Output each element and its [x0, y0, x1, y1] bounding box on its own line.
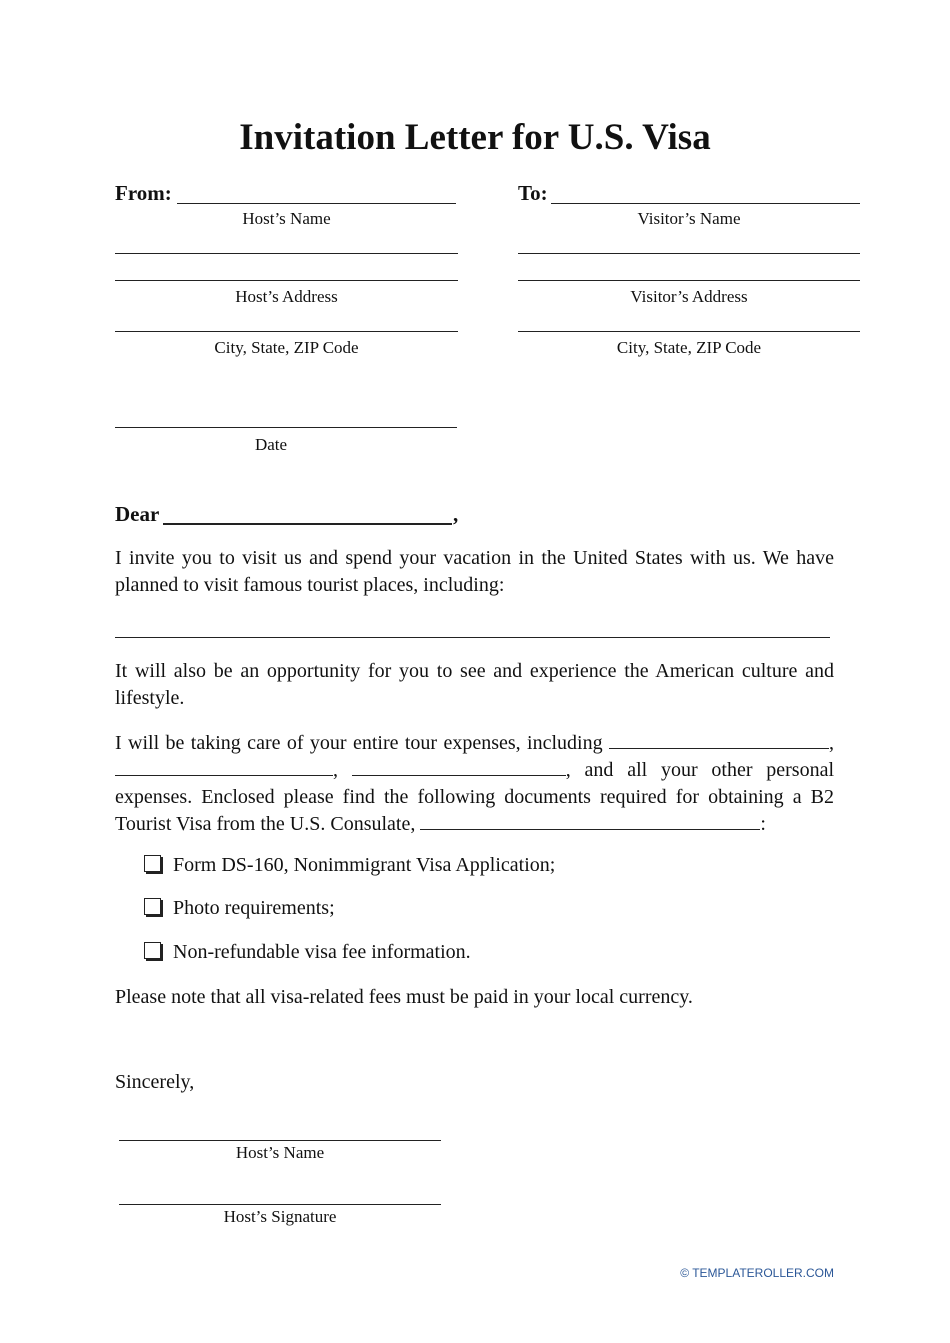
- checklist-item: [144, 854, 555, 877]
- checklist-item-label: Photo requirements;: [173, 897, 335, 919]
- signature-field[interactable]: [119, 1204, 441, 1205]
- host-city-field[interactable]: [115, 331, 458, 332]
- host-name-caption: Host’s Name: [242, 209, 331, 228]
- page-title: Invitation Letter for U.S. Visa: [239, 117, 711, 158]
- checklist-item: [144, 897, 335, 920]
- paragraph-invitation: I invite you to visit us and spend your vacation in the United States with us. We have planned to visit famous tourist places, including:: [115, 547, 834, 596]
- signature-name-caption: Host’s Name: [235, 1143, 325, 1162]
- host-city-caption: City, State, ZIP Code: [214, 338, 359, 357]
- salutation-comma: ,: [453, 502, 459, 526]
- salutation-label: Dear: [115, 502, 160, 526]
- from-label: From:: [115, 181, 172, 205]
- host-address-line-2[interactable]: [115, 280, 458, 281]
- checkbox-icon[interactable]: [144, 898, 161, 915]
- consulate-field[interactable]: [420, 811, 760, 830]
- tourist-places-field[interactable]: [115, 637, 830, 638]
- signature-caption: Host’s Signature: [223, 1207, 337, 1226]
- checklist-item: [144, 941, 471, 964]
- host-name-field[interactable]: [177, 203, 456, 204]
- visitor-name-field[interactable]: [551, 203, 860, 204]
- date-field[interactable]: [115, 427, 457, 428]
- closing: Sincerely,: [115, 1071, 195, 1093]
- signature-name-field[interactable]: [119, 1140, 441, 1141]
- expense-field-2[interactable]: [115, 757, 333, 776]
- visitor-city-caption: City, State, ZIP Code: [616, 338, 762, 357]
- visitor-address-caption: Visitor’s Address: [630, 287, 748, 306]
- to-label: To:: [518, 181, 548, 205]
- host-address-line-1[interactable]: [115, 253, 458, 254]
- paragraph-expenses-part-1: I will be taking care of your entire tour expenses, including: [115, 732, 603, 754]
- paragraph-fees: Please note that all visa-related fees must be paid in your local currency.: [115, 986, 693, 1008]
- expense-field-1[interactable]: [609, 730, 829, 749]
- checkbox-icon[interactable]: [144, 855, 161, 872]
- checklist-item-label: Form DS-160, Nonimmigrant Visa Application;: [173, 854, 556, 876]
- host-address-caption: Host’s Address: [235, 287, 338, 306]
- expense-field-3[interactable]: [352, 757, 566, 776]
- paragraph-expenses: I will be taking care of your entire tour expenses, including , , , and all your other personal expenses. Enclosed please find the following documents required for obtaining a B2 Tourist Visa from the U.S. Consulate, :: [115, 732, 835, 835]
- date-caption: Date: [254, 435, 288, 454]
- recipient-name-field[interactable]: [163, 523, 452, 525]
- footer-link[interactable]: © TEMPLATEROLLER.COM: [680, 1266, 834, 1280]
- checkbox-icon[interactable]: [144, 942, 161, 959]
- paragraph-culture: It will also be an opportunity for you to see and experience the American culture and lifestyle.: [115, 660, 834, 709]
- visitor-address-line-1[interactable]: [518, 253, 860, 254]
- checklist-item-label: Non-refundable visa fee information.: [173, 941, 471, 963]
- paragraph-expenses-part-2: , and all your other personal expenses. Enclosed please find the following documents required for obtaining a B2 Tourist Visa from the U.S. Consulate,: [115, 759, 835, 835]
- visitor-name-caption: Visitor’s Name: [637, 209, 741, 228]
- visitor-city-field[interactable]: [518, 331, 860, 332]
- visitor-address-line-2[interactable]: [518, 280, 860, 281]
